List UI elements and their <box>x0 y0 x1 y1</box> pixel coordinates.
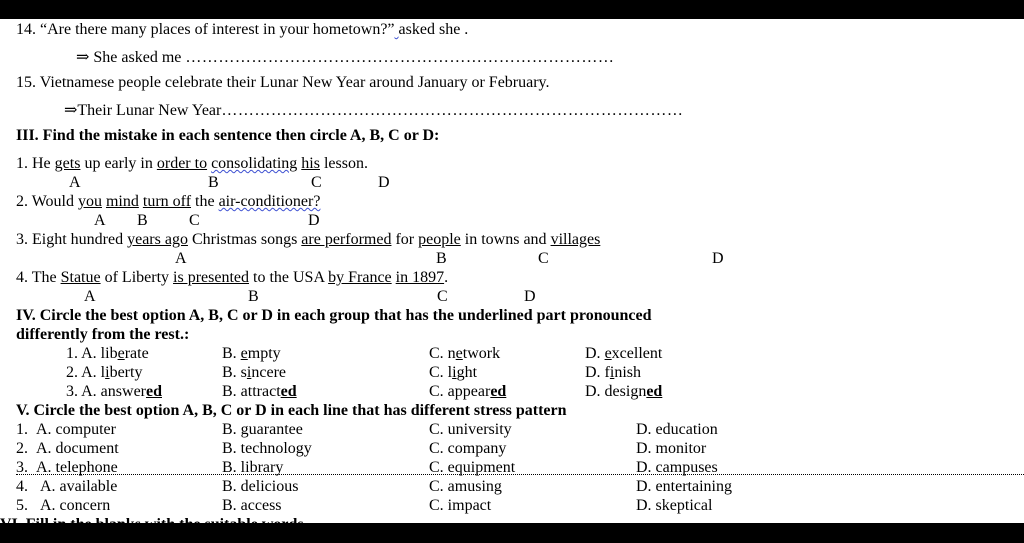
sec5-2-b: B. technology <box>222 440 312 457</box>
sec3-3-letter-c: C <box>538 250 549 267</box>
sec4-3-b: B. attracted <box>222 383 297 400</box>
sec3-item-3: 3. Eight hundred years ago Christmas songs are performed for people in towns and villages <box>16 231 601 248</box>
sec5-1-c: C. university <box>429 421 512 438</box>
question-15: 15. Vietnamese people celebrate their Lunar New Year around January or February. <box>16 74 550 91</box>
sec3-item-4: 4. The Statue of Liberty is presented to the USA by France in 1897. <box>16 269 449 286</box>
sec5-3-d: D. campuses <box>636 459 718 476</box>
section-4-title: IV. Circle the best option A, B, C or D in each group that has the underlined part pronounced <box>16 307 652 324</box>
sec3-1-letter-d: D <box>378 174 390 191</box>
sec5-5-c: C. impact <box>429 497 492 514</box>
sec3-3-letter-b: B <box>436 250 447 267</box>
sec3-2-letter-b: B <box>137 212 148 229</box>
sec4-2-d: D. finish <box>585 364 642 381</box>
question-14: 14. “Are there many places of interest in your hometown?” asked she . <box>16 21 469 38</box>
bottom-black-bar <box>0 523 1024 543</box>
sec5-5-a: 5. A. concern <box>16 497 111 514</box>
sec3-3-letter-a: A <box>175 250 187 267</box>
sec4-1-c: C. network <box>429 345 501 362</box>
sec3-1-letter-a: A <box>69 174 81 191</box>
sec3-item-1: 1. He gets up early in order to consolidating his lesson. <box>16 155 368 172</box>
answer-15: ⇒Their Lunar New Year………………………………………………………………………… <box>64 102 684 119</box>
sec5-4-b: B. delicious <box>222 478 299 495</box>
sec3-1-letter-c: C <box>311 174 322 191</box>
sec4-1-d: D. excellent <box>585 345 663 362</box>
sec5-5-b: B. access <box>222 497 282 514</box>
sec3-4-letter-a: A <box>84 288 96 305</box>
section-5-title: V. Circle the best option A, B, C or D in each line that has different stress pattern <box>16 402 567 419</box>
sec5-1-b: B. guarantee <box>222 421 303 438</box>
sec4-row-1: 1. A. liberate <box>66 345 149 362</box>
sec5-2-d: D. monitor <box>636 440 707 457</box>
sec4-row-2: 2. A. liberty <box>66 364 143 381</box>
top-black-bar <box>0 0 1024 19</box>
sec5-4-a: 4. A. available <box>16 478 118 495</box>
sec3-4-letter-c: C <box>437 288 448 305</box>
sec5-2-a: 2. A. document <box>16 440 119 457</box>
sec4-2-b: B. sincere <box>222 364 286 381</box>
sec5-1-d: D. education <box>636 421 718 438</box>
sec5-2-c: C. company <box>429 440 507 457</box>
sec3-3-letter-d: D <box>712 250 724 267</box>
sec3-4-letter-d: D <box>524 288 536 305</box>
dotted-line <box>16 474 1024 475</box>
sec3-2-letter-c: C <box>189 212 200 229</box>
sec3-1-letter-b: B <box>208 174 219 191</box>
sec3-item-2: 2. Would you mind turn off the air-conditioner? <box>16 193 321 210</box>
sec5-5-d: D. skeptical <box>636 497 713 514</box>
sec5-3-c: C. equipment <box>429 459 516 476</box>
answer-14: ⇒ She asked me …………………………………………………………………… <box>76 49 615 66</box>
sec4-2-c: C. light <box>429 364 478 381</box>
sec5-4-d: D. entertaining <box>636 478 732 495</box>
sec3-2-letter-d: D <box>308 212 320 229</box>
sec5-3-b: B. library <box>222 459 284 476</box>
section-3-title: III. Find the mistake in each sentence then circle A, B, C or D: <box>16 127 440 144</box>
sec5-4-c: C. amusing <box>429 478 502 495</box>
sec3-2-letter-a: A <box>94 212 106 229</box>
sec4-3-c: C. appeared <box>429 383 507 400</box>
sec3-4-letter-b: B <box>248 288 259 305</box>
sec4-3-d: D. designed <box>585 383 663 400</box>
sec5-3-a: 3. A. telephone <box>16 459 118 476</box>
sec4-1-b: B. empty <box>222 345 281 362</box>
section-4-title-line2: differently from the rest.: <box>16 326 190 343</box>
sec5-1-a: 1. A. computer <box>16 421 116 438</box>
sec4-row-3: 3. A. answered <box>66 383 162 400</box>
